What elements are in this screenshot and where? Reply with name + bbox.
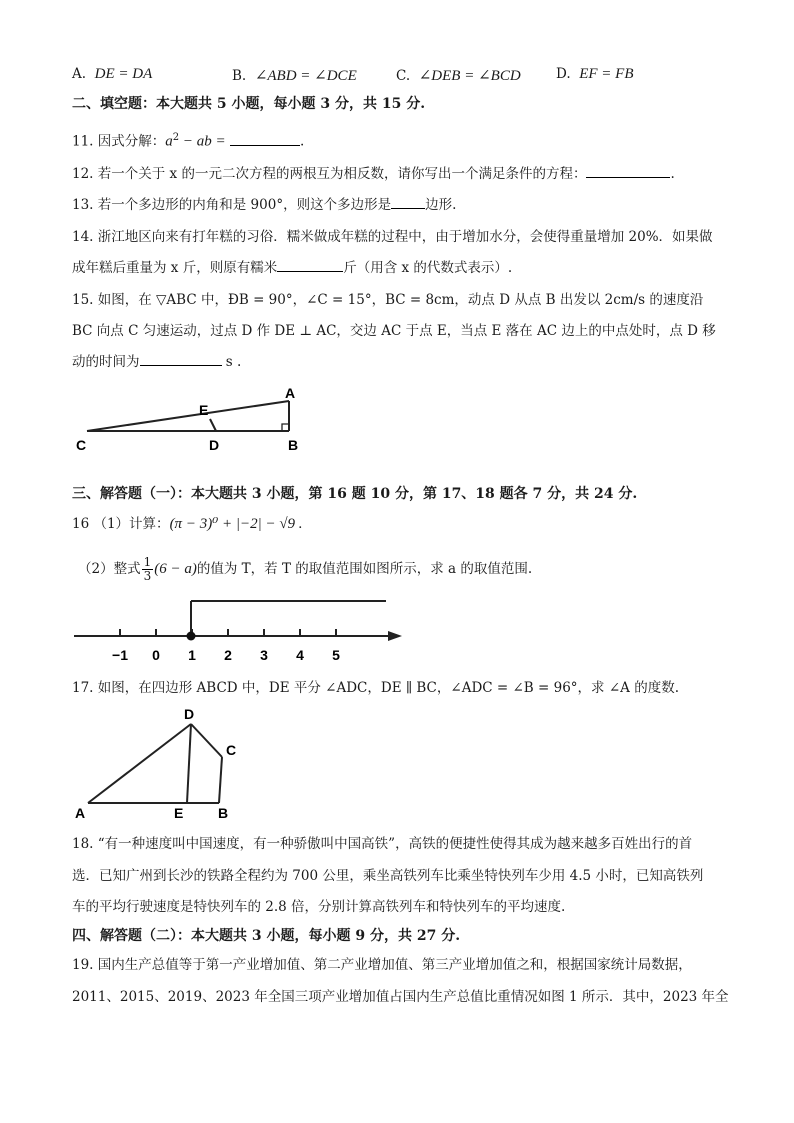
tick-label: −1	[112, 647, 128, 663]
closed-point-at-1	[187, 632, 196, 641]
question-13: 13. 若一个多边形的内角和是 900°，则这个多边形是 边形.	[72, 197, 457, 213]
option-a-expr: DE = DA	[94, 66, 153, 82]
segment-cb	[219, 757, 222, 803]
label-d: D	[209, 437, 220, 453]
option-a: A. DE = DA	[72, 66, 153, 82]
answer-blank[interactable]	[140, 353, 222, 366]
label-a: A	[285, 385, 296, 401]
option-d: D. EF = FB	[556, 66, 634, 82]
tick-label: 3	[260, 647, 268, 663]
option-c: C. ∠DEB = ∠BCD	[396, 68, 521, 84]
answer-blank[interactable]	[391, 196, 425, 209]
question-19-line2: 2011、2015、2019、2023 年全国三项产业增加值占国内生产总值比重情况如图 1 所示．其中，2023 年全	[72, 989, 729, 1005]
question-18-line2: 选．已知广州到长沙的铁路全程约为 700 公里，乘坐高铁列车比乘坐特快列车少用 4.5 小时，已知高铁列	[72, 868, 704, 884]
question-17: 17. 如图，在四边形 ABCD 中，DE 平分 ∠ADC，DE ∥ BC，∠ADC = ∠B = 96°，求 ∠A 的度数.	[72, 680, 679, 696]
segment-ad	[88, 724, 191, 803]
segment-de	[187, 724, 191, 803]
question-16-part1: 16 （1）计算：(π − 3)⁰ + |−2| − √9 .	[72, 516, 303, 532]
axis-arrow-icon	[388, 631, 402, 641]
section4-title: 四、解答题（二）：本大题共 3 小题，每小题 9 分，共 27 分.	[72, 928, 461, 944]
section2-title: 二、填空题：本大题共 5 小题，每小题 3 分，共 15 分.	[72, 96, 426, 112]
question-18-line1: 18. “有一种速度叫中国速度，有一种骄傲叫中国高铁”，高铁的便捷性使得其成为越来越多百姓出行的首	[72, 836, 693, 852]
question-15-line2: BC 向点 C 匀速运动，过点 D 作 DE ⊥ AC，交边 AC 于点 E，当点 E 落在 AC 边上的中点处时，点 D 移	[72, 323, 716, 339]
label-a: A	[75, 805, 86, 821]
fraction-one-third: $\frac{1}{3}$	[143, 555, 152, 583]
figure-15-triangle	[70, 382, 310, 474]
option-c-expr: ∠DEB = ∠BCD	[418, 68, 521, 84]
label-d: D	[184, 706, 195, 722]
question-18-line3: 车的平均行驶速度是特快列车的 2.8 倍，分别计算高铁列车和特快列车的平均速度.	[72, 899, 566, 915]
tick-label: 2	[224, 647, 232, 663]
label-e: E	[199, 402, 209, 418]
segment-de	[210, 419, 216, 431]
label-b: B	[218, 805, 229, 821]
question-11: 11. 因式分解：$a^2$ − ab = .	[72, 132, 305, 150]
tick-label: 5	[332, 647, 340, 663]
tick-label: 0	[152, 647, 160, 663]
answer-blank[interactable]	[277, 259, 343, 272]
option-b-expr: ∠ABD = ∠DCE	[254, 68, 357, 84]
question-14-line1: 14. 浙江地区向来有打年糕的习俗．糯米做成年糕的过程中，由于增加水分，会使得重量增加 20%．如果做	[72, 229, 713, 245]
label-b: B	[288, 437, 299, 453]
tick-label: 1	[188, 647, 196, 663]
segment-dc	[191, 724, 222, 757]
question-12: 12. 若一个关于 x 的一元二次方程的两根互为相反数，请你写出一个满足条件的方程： .	[72, 166, 675, 182]
answer-blank[interactable]	[586, 165, 670, 178]
segment-ca	[87, 401, 289, 431]
question-15-line3: 动的时间为 s .	[72, 354, 242, 370]
question-16-part2: （2）整式 $\frac{1}{3}$ (6 − a)的值为 T，若 T 的取值范围如图所示，求 a 的取值范围.	[78, 555, 533, 583]
label-c: C	[226, 742, 237, 758]
tick-label: 4	[296, 647, 304, 663]
q16-expression: (π − 3)⁰ + |−2| − √9 .	[169, 516, 303, 532]
label-c: C	[76, 437, 87, 453]
number-line-figure	[70, 590, 410, 670]
option-d-expr: EF = FB	[579, 66, 634, 82]
question-14-line2: 成年糕后重量为 x 斤，则原有糯米 斤（用含 x 的代数式表示）.	[72, 260, 513, 276]
option-b: B. ∠ABD = ∠DCE	[232, 68, 357, 84]
section3-title: 三、解答题（一）：本大题共 3 小题，第 16 题 10 分，第 17、18 题各 7 分，共 24 分.	[72, 486, 638, 502]
label-e: E	[174, 805, 184, 821]
question-15-line1: 15. 如图，在 ▽ABC 中，ÐB = 90°，∠C = 15°，BC = 8cm，动点 D 从点 B 出发以 2cm/s 的速度沿	[72, 292, 704, 308]
question-19-line1: 19. 国内生产总值等于第一产业增加值、第二产业增加值、第三产业增加值之和，根据国家统计局数据，	[72, 957, 692, 973]
tick-group	[112, 629, 340, 663]
right-angle-mark	[282, 424, 289, 431]
figure-17-quadrilateral	[70, 704, 250, 822]
answer-blank[interactable]	[230, 133, 300, 146]
